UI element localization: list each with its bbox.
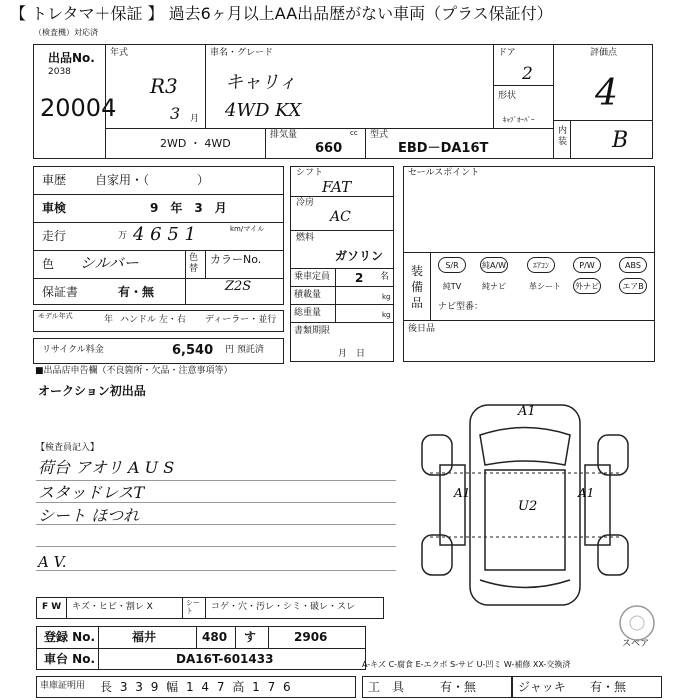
auction-note: オークション初出品: [38, 384, 146, 398]
capacity-unit: 名: [380, 272, 390, 282]
tools-label: 工 具: [368, 680, 405, 694]
fw-items: キズ・ヒビ・割レ X: [72, 602, 153, 612]
interior-value: B: [612, 128, 629, 153]
equip-pw: P/W: [573, 257, 601, 273]
door-value: 2: [522, 64, 533, 84]
navi-label: ナビ型番：: [438, 302, 484, 312]
year-value: R3: [150, 74, 178, 98]
chassis-value: DA16T-601433: [176, 652, 274, 666]
lot-small: 2038: [48, 67, 71, 77]
mileage-unit: 万: [118, 231, 128, 241]
arrival-label: 後日品: [408, 324, 436, 334]
color-no-label: カラーNo.: [210, 253, 262, 266]
subnote: （検査機）対応済: [34, 28, 98, 37]
color-value: シルバー: [80, 254, 139, 272]
capacity-value: 2: [355, 271, 364, 285]
spare-label: スペア: [622, 639, 650, 649]
equip-label: 装備品: [411, 264, 424, 310]
doc-value: 月 日: [338, 349, 366, 359]
reg-num: 480: [202, 630, 228, 644]
model-year-label: モデル年式: [38, 312, 73, 320]
equip-aw: 純A/W: [480, 257, 508, 273]
fw-label: F W: [42, 602, 62, 612]
reg-no: 2906: [294, 630, 328, 644]
year-label: 年式: [110, 48, 129, 58]
drive-text: 2WD ・ 4WD: [160, 137, 231, 150]
mileage-label: 走行: [42, 229, 67, 243]
warranty-label: 保証書: [42, 285, 79, 299]
name-value: キャリィ: [225, 72, 297, 93]
warranty-value: 有・無: [118, 285, 155, 299]
handle-label: ハンドル 左・右: [120, 315, 186, 325]
seat-items: コゲ・穴・汚レ・シミ・破レ・スレ: [211, 602, 356, 612]
reg-label: 登録 No.: [44, 630, 96, 644]
equip-abs: ABS: [619, 257, 647, 273]
model-value: EBD－DA16T: [398, 141, 489, 156]
fuel-value: ガソリン: [335, 249, 384, 263]
weight-unit: kg: [382, 311, 391, 319]
equip-navi: 純ナビ: [482, 282, 506, 291]
reg-city: 福井: [132, 630, 157, 644]
inspection-value: 9 年 3 月: [150, 201, 227, 215]
damage-legend: A-キズ C-腐食 E-エクボ S-サビ U-凹ミ W-補修 XX-交換済: [362, 660, 571, 669]
score-value: 4: [595, 73, 618, 114]
jack-label: ジャッキ: [518, 680, 566, 694]
name-label: 車名・グレード: [210, 48, 274, 58]
diagram-left-label: A1: [454, 486, 471, 500]
shape-sub: ｷｬﾌﾞｵｰﾊﾞｰ: [503, 116, 535, 124]
tools-value: 有・無: [440, 680, 477, 694]
jack-value: 有・無: [590, 680, 627, 694]
equip-sr: S/R: [438, 257, 466, 273]
weight-label: 総重量: [294, 308, 322, 318]
color-label: 色: [42, 257, 55, 271]
car-diagram: [410, 395, 640, 615]
shift-value: FAT: [322, 178, 352, 196]
equip-tv: 純TV: [442, 282, 462, 291]
recycle-unit: 円 預託済: [225, 345, 264, 355]
interior-label: 内装: [558, 126, 568, 147]
doc-label: 書類期限: [294, 326, 331, 336]
recycle-value: 6,540: [172, 343, 214, 358]
spare-tire-icon: [616, 602, 658, 644]
recycle-label: リサイクル料金: [42, 345, 104, 355]
banner: [0, 0, 700, 30]
month-unit: 月: [190, 114, 200, 124]
history-value: 自家用・（ ）: [95, 173, 210, 187]
note-line-1: 荷台 アオリ A U S: [38, 458, 175, 477]
equip-airbag: エアB: [619, 278, 647, 294]
seat-label: シート: [186, 599, 200, 615]
cert-digits: 長 3 3 9 幅 1 4 7 高 1 7 6: [100, 680, 293, 694]
mileage-value: 4 6 5 1: [133, 224, 196, 245]
inspector-title: 【検査員記入】: [36, 443, 100, 453]
chassis-label: 車台 No.: [44, 652, 96, 666]
note-line-3: シート ほつれ: [38, 506, 140, 525]
diagram-right-label: A1: [578, 486, 595, 500]
equip-ac: ｴｱｺﾝ: [527, 257, 555, 273]
capacity-label: 乗車定員: [294, 272, 331, 282]
cc-unit: cc: [350, 129, 358, 137]
lot-label: 出品No.: [48, 51, 95, 65]
sales-label: セールスポイント: [408, 168, 480, 178]
reg-kana: す: [244, 630, 257, 644]
shape-label: 形状: [498, 91, 517, 101]
load-label: 積載量: [294, 290, 322, 300]
ac-value: AC: [330, 209, 351, 225]
diagram-center-label: U2: [518, 499, 538, 514]
inspection-label: 車検: [42, 201, 67, 215]
month-value: 3: [170, 104, 181, 123]
equip-ext-navi: 外ナビ: [573, 278, 601, 294]
cert-label: 車庫証明用: [40, 681, 86, 691]
model-year-unit: 年: [104, 315, 114, 325]
notes-title: ■出品店申告欄（不良箇所・欠品・注意事項等）: [35, 366, 233, 376]
model-label: 型式: [370, 130, 389, 140]
score-label: 評価点: [590, 48, 618, 58]
mileage-km: km/マイル: [230, 225, 265, 233]
ac-label: 冷房: [296, 198, 315, 208]
diagram-top-label: A1: [518, 404, 536, 419]
load-unit: kg: [382, 293, 391, 301]
banner-text: 【 トレタマ＋保証 】 過去6ヶ月以上AA出品歴がない車両（プラス保証付）: [10, 4, 553, 23]
shift-label: シフト: [296, 168, 324, 178]
history-label: 車歴: [42, 173, 67, 187]
color-no-value: Z2S: [225, 279, 252, 294]
note-line-2: スタッドレスT: [38, 483, 145, 502]
lot-number: 20004: [40, 94, 117, 122]
note-line-4: A V.: [38, 553, 67, 571]
door-label: ドア: [498, 48, 516, 58]
dealer-label: ディーラー・並行: [205, 315, 277, 325]
color-change: 色替: [189, 253, 199, 274]
cc-value: 660: [315, 141, 343, 156]
fuel-label: 燃料: [296, 233, 315, 243]
grade-value: 4WD KX: [225, 100, 302, 121]
cc-label: 排気量: [270, 130, 298, 140]
equip-leather: 革シート: [529, 282, 561, 291]
